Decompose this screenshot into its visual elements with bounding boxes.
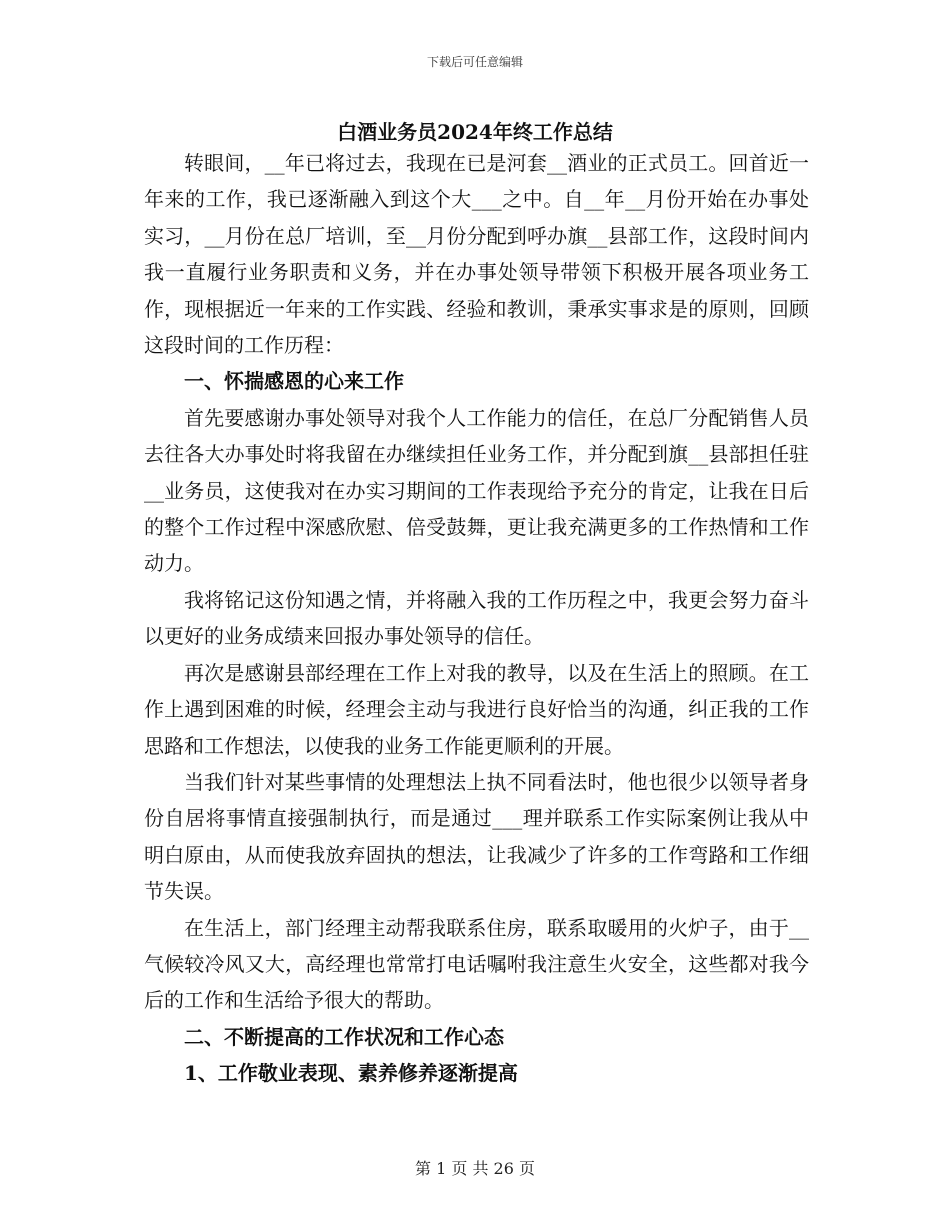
subsection-heading-dedication: 1、工作敬业表现、素养修养逐渐提高 (184, 1061, 518, 1086)
paragraph-intro: 转眼间，__年已将过去，我现在已是河套__酒业的正式员工。回首近一年来的工作，我已逐渐融入到这个大___之中。自__年__月份开始在办事处实习，__月份在总厂培训，至__月份分配到呼办旗__县部工作，这段时间内我一直履行业务职责和义务，并在办事处领导带领下积极开展各项业务工作，现根据近一年来的工作实践、经验和教训，秉承实事求是的原则，回顾这段时间的工作历程： (144, 151, 809, 358)
paragraph-disagreement: 当我们针对某些事情的处理想法上执不同看法时，他也很少以领导者身份自居将事情直接强制执行，而是通过___理并联系工作实际案例让我从中明白原由，从而使我放弃固执的想法，让我减少了许多的工作弯路和工作细节失误。 (144, 769, 809, 904)
paragraph-thanks-office: 首先要感谢办事处领导对我个人工作能力的信任，在总厂分配销售人员去往各大办事处时将我留在办继续担任业务工作，并分配到旗__县部担任驻__业务员，这使我对在办实习期间的工作表现给予充分的肯定，让我在日后的整个工作过程中深感欣慰、倍受鼓舞，更让我充满更多的工作热情和工作动力。 (144, 405, 809, 576)
paragraph-thanks-manager: 再次是感谢县部经理在工作上对我的教导，以及在生活上的照顾。在工作上遇到困难的时候，经理会主动与我进行良好恰当的沟通，纠正我的工作思路和工作想法，以使我的业务工作能更顺利的开展。 (144, 660, 809, 758)
document-body (144, 145, 809, 1092)
page-header-note: 下载后可任意编辑 (426, 55, 523, 69)
paragraph-remember: 我将铭记这份知遇之情，并将融入我的工作历程之中，我更会努力奋斗以更好的业务成绩来回报办事处领导的信任。 (144, 587, 809, 649)
page-number: 第 1 页 共 26 页 (415, 1159, 535, 1178)
paragraph-life-care: 在生活上，部门经理主动帮我联系住房，联系取暖用的火炉子，由于__气候较冷风又大，高经理也常常打电话嘱咐我注意生火安全，这些都对我今后的工作和生活给予很大的帮助。 (144, 915, 809, 1013)
document-title: 白酒业务员2024年终工作总结 (337, 120, 613, 144)
section-heading-improvement: 二、不断提高的工作状况和工作心态 (184, 1024, 504, 1049)
section-heading-gratitude: 一、怀揣感恩的心来工作 (184, 369, 404, 394)
